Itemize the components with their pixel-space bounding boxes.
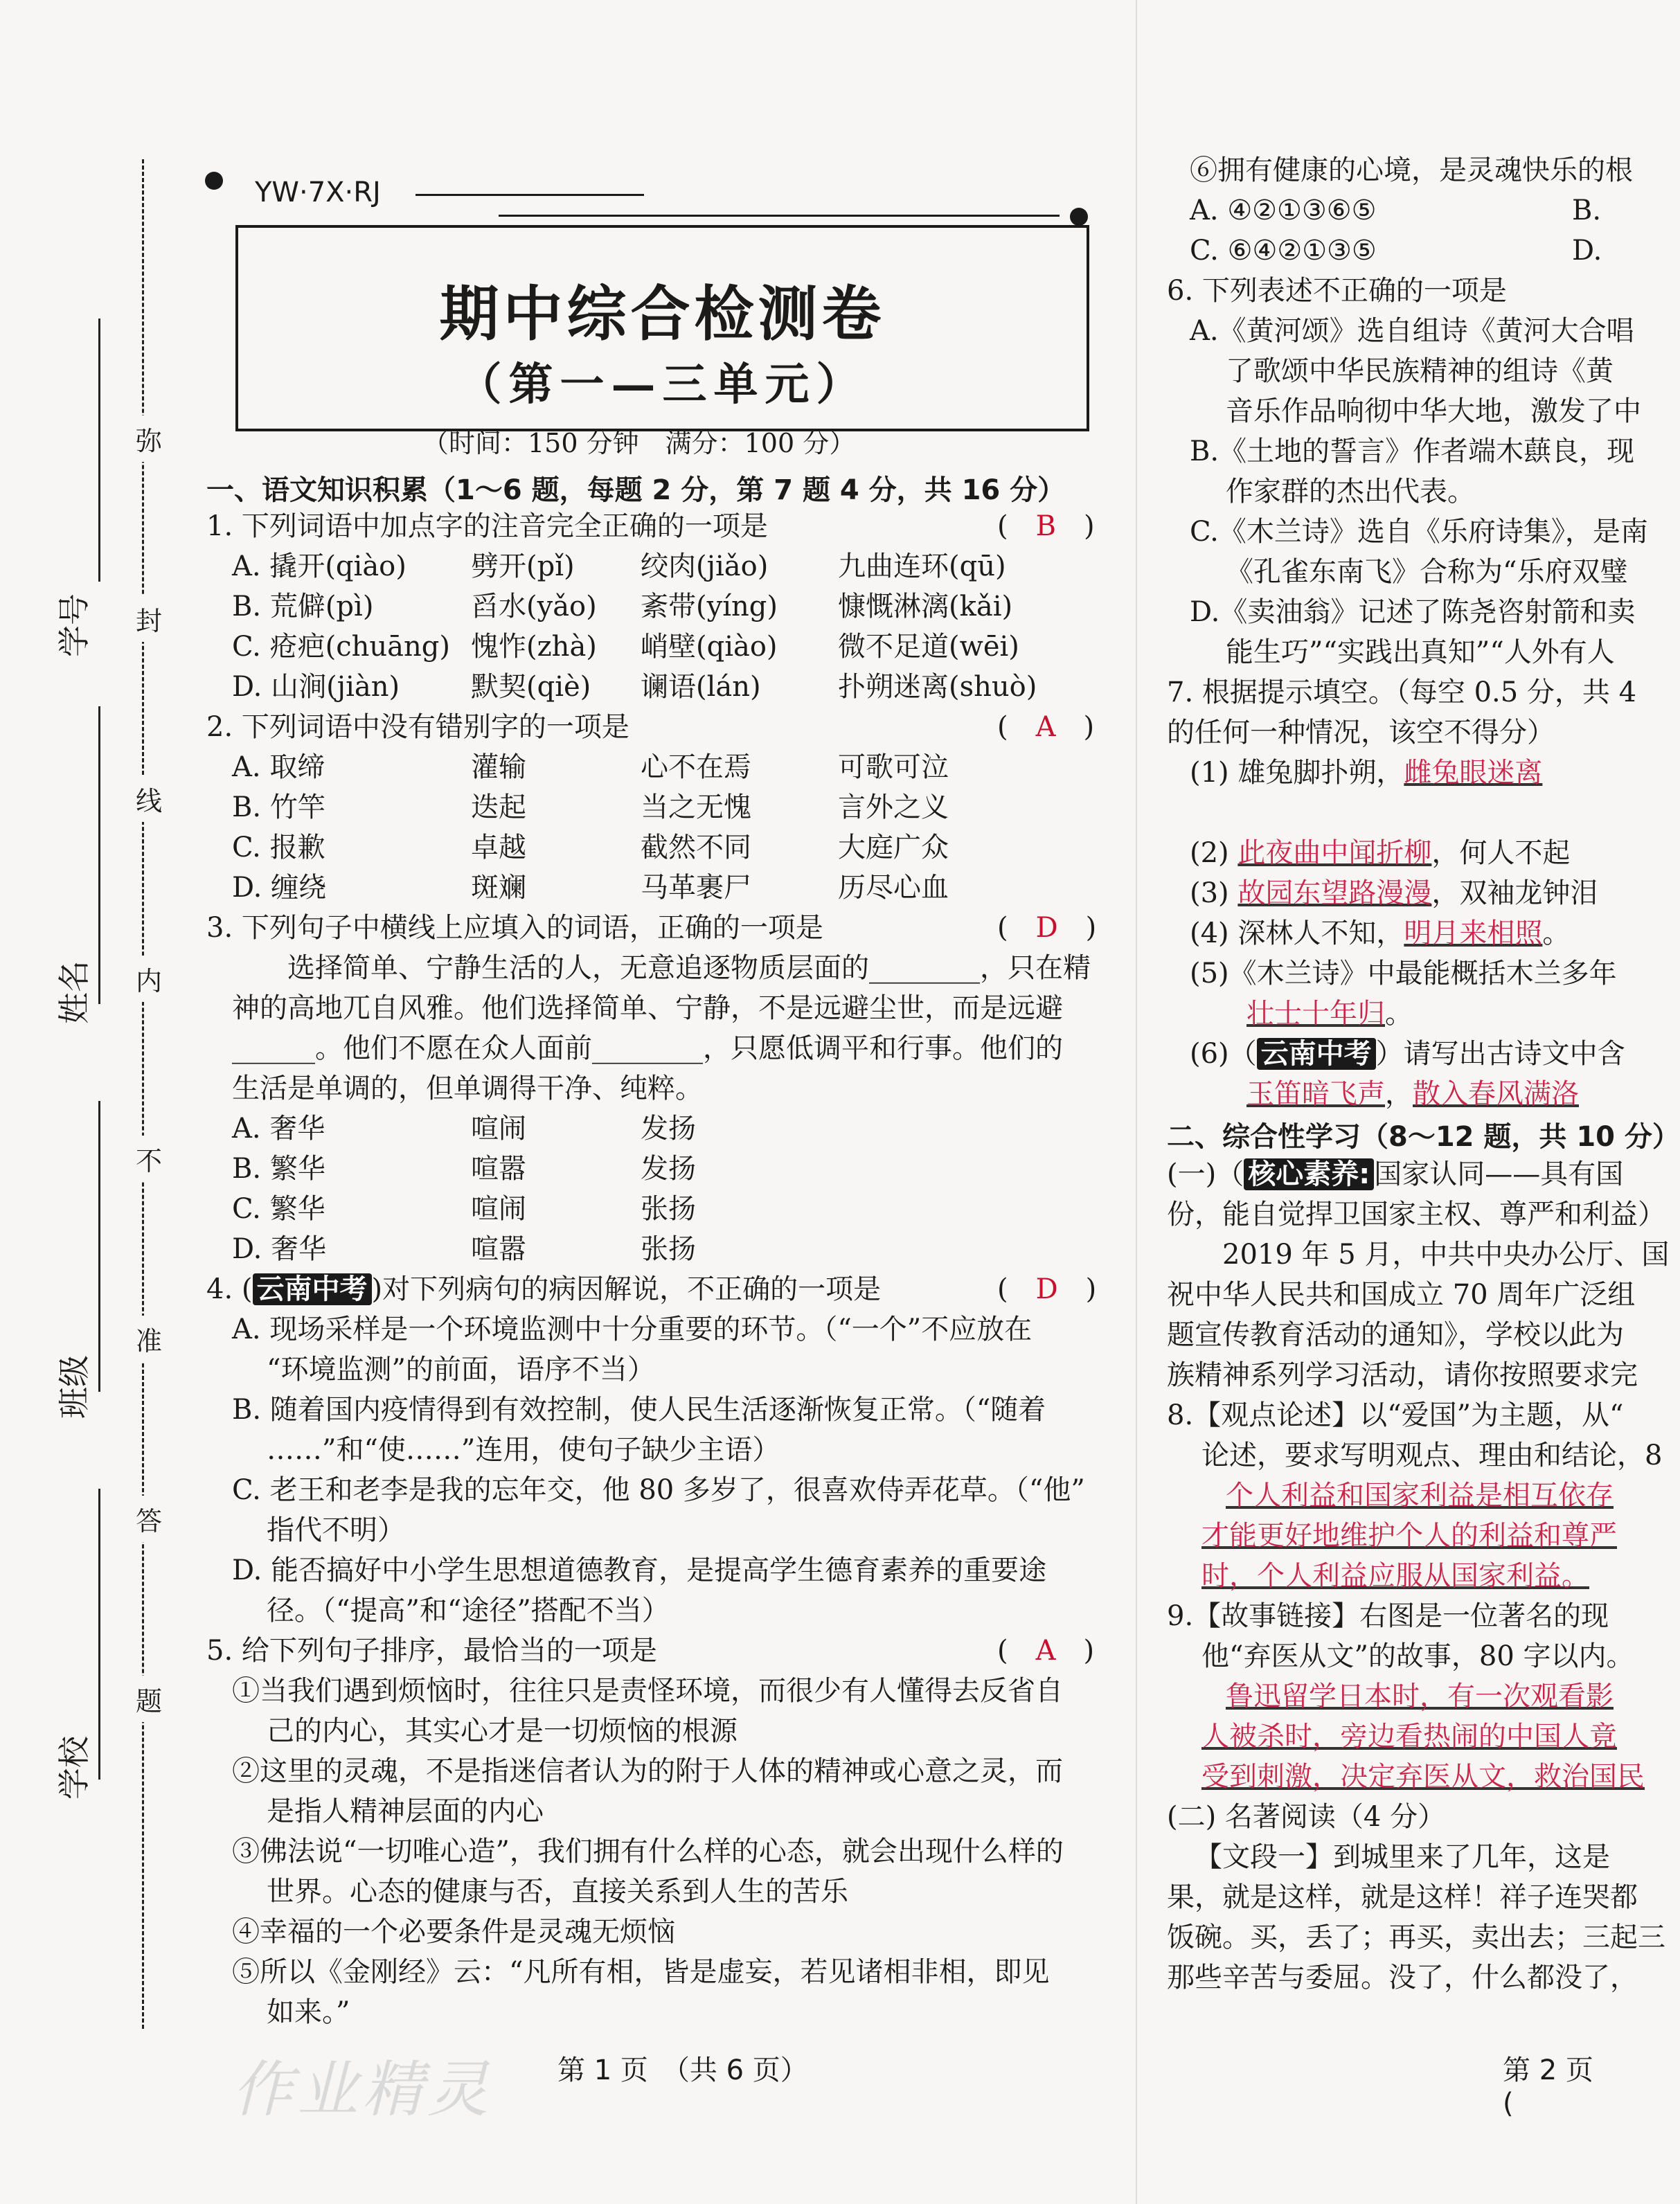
q5-line: 如来。” (267, 1996, 350, 2028)
q5-line: 己的内心，其实心才是一切烦恼的根源 (267, 1715, 738, 1747)
q2-option: 截然不同 (641, 832, 751, 863)
q4-badge: 云南中考 (253, 1273, 372, 1305)
q6-line: A.《黄河颂》选自组诗《黄河大合唱 (1190, 315, 1634, 347)
q1-option: 劈开(pǐ) (471, 550, 575, 582)
q5-line: ②这里的灵魂，不是指迷信者认为的附于人体的精神或心意之灵，而 (232, 1755, 1063, 1787)
q4-line: “环境监测”的前面，语序不当） (267, 1354, 655, 1386)
q2-option: 灌输 (471, 751, 526, 783)
q2-option: 卓越 (471, 832, 526, 863)
q6-line: 音乐作品响彻中华大地，激发了中 (1226, 395, 1641, 427)
q3-stem: 3. 下列句子中横线上应填入的词语，正确的一项是 (206, 912, 823, 944)
q9-answer-line: 受到刺激，决定弃医从文，救治国民 (1201, 1761, 1645, 1793)
q3-passage-line: 神的高地兀自风雅。他们选择简单、宁静，不是远避尘世，而是远避 (232, 992, 1063, 1024)
q3-option: C. 繁华 (232, 1193, 325, 1225)
q4-line: C. 老王和老李是我的忘年交，他 80 多岁了，很喜欢侍弄花草。（“他” (232, 1474, 1085, 1506)
q2-option: 迭起 (471, 791, 526, 823)
q1-option: 九曲连环(qū) (838, 550, 1006, 582)
q3-passage-line: ______。他们不愿在众人面前________，只愿低调平和行事。他们的 (232, 1032, 1063, 1064)
q6-line: 能生巧”“实践出真知”“人外有人 (1226, 636, 1615, 668)
watermark: 作业精灵 (232, 2054, 493, 2125)
label-student-id: 学号 (55, 593, 93, 657)
reading-line: 饭碗。买，丢了；再买，卖出去；三起三 (1167, 1921, 1665, 1953)
q5-line: ③佛法说“一切唯心造”，我们拥有什么样的心态，就会出现什么样的 (232, 1836, 1064, 1867)
p2-line: 份，能自觉捍卫国家主权、尊严和利益） (1167, 1199, 1665, 1230)
reading-line: 那些辛苦与委屈。没了，什么都没了， (1167, 1962, 1638, 1994)
q7-fill-3: (3) 故园东望路漫漫，双袖龙钟泪 (1190, 877, 1598, 909)
p2-line: C. ⑥④②①③⑤ (1190, 235, 1377, 267)
q3-option: 喧闹 (471, 1193, 526, 1225)
p2-line: A. ④②①③⑥⑤ (1190, 195, 1377, 226)
q4-line: B. 随着国内疫情得到有效控制，使人民生活逐渐恢复正常。（“随着 (232, 1394, 1046, 1426)
q9-stem: 他“弃医从文”的故事，80 字以内。 (1201, 1640, 1634, 1672)
q8-answer-line: 才能更好地维护个人的利益和尊严 (1201, 1520, 1617, 1552)
section1-heading: 一、语文知识积累（1～6 题，每题 2 分，第 7 题 4 分，共 16 分） (206, 474, 1066, 506)
page-divider (1136, 0, 1137, 2204)
label-name: 姓名 (55, 960, 93, 1024)
seal-char: 线 (136, 776, 162, 822)
q1-option: D. 山涧(jiàn) (232, 671, 400, 703)
header-dot (1070, 208, 1088, 226)
q2-option: 斑斓 (471, 872, 526, 904)
header-dot (205, 172, 223, 190)
q3-option: 喧闹 (471, 1113, 526, 1145)
core-badge: 核心素养: (1244, 1158, 1374, 1190)
q5-line: 是指人精神层面的内心 (267, 1795, 544, 1827)
q5-line: 世界。心态的健康与否，直接关系到人生的苦乐 (267, 1876, 848, 1908)
q3-option: 发扬 (641, 1113, 696, 1145)
q1-option: A. 撬开(qiào) (232, 550, 406, 582)
p2-line: 题宣传教育活动的通知》，学校以此为 (1167, 1319, 1624, 1351)
q2-option: 马革裹尸 (641, 872, 751, 904)
q4-line: ……”和“使……”连用，使句子缺少主语） (267, 1434, 780, 1466)
p2-line: 族精神系列学习活动，请你按照要求完 (1167, 1359, 1638, 1391)
seal-char: 弥 (136, 415, 162, 462)
q9-answer-line: 鲁迅留学日本时，有一次观看影 (1226, 1681, 1614, 1712)
q2-option: 言外之义 (838, 791, 949, 823)
q6-stem: 6. 下列表述不正确的一项是 (1167, 275, 1507, 307)
page-footer-1: 第 1 页 （共 6 页） (557, 2054, 808, 2086)
q7-fill-4: (4) 深林人不知，明月来相照。 (1190, 917, 1571, 949)
q7-fill-1: (1) 雄兔脚扑朔，雌兔眼迷离 (1190, 757, 1543, 789)
q6-line: B.《土地的誓言》作者端木蕻良，现 (1190, 436, 1635, 467)
q2-option: C. 报歉 (232, 832, 325, 863)
q2-option: D. 缠绕 (232, 872, 327, 904)
q3-option: D. 奢华 (232, 1233, 327, 1265)
exam-title: 期中综合检测卷 (439, 279, 886, 349)
q1-option: 舀水(yǎo) (471, 591, 597, 622)
q4-line: A. 现场采样是一个环境监测中十分重要的环节。（“一个”不应放在 (232, 1314, 1033, 1345)
q4-line: D. 能否搞好中小学生思想道德教育，是提高学生德育素养的重要途 (232, 1555, 1047, 1586)
seal-char: 封 (136, 595, 162, 642)
school-blank (98, 1489, 100, 1780)
q1-option: 绞肉(jiǎo) (641, 550, 769, 582)
student-id-blank (98, 319, 100, 582)
q1-answer: ( B ) (997, 510, 1095, 542)
q3-option: A. 奢华 (232, 1113, 325, 1145)
q2-answer: ( A ) (997, 711, 1095, 743)
q5-line: ⑤所以《金刚经》云：“凡所有相，皆是虚妄，若见诸相非相，即见 (232, 1956, 1050, 1988)
q7-fill-5-answer: 壮士十年归。 (1246, 998, 1413, 1030)
label-school: 学校 (55, 1736, 93, 1800)
q2-option: 大庭广众 (838, 832, 949, 863)
q2-option: 心不在焉 (641, 751, 751, 783)
q6-line: 了歌颂中华民族精神的组诗《黄 (1226, 355, 1614, 387)
seal-char: 题 (136, 1676, 162, 1722)
q4-line: 指代不明） (267, 1514, 405, 1546)
q2-stem: 2. 下列词语中没有错别字的一项是 (206, 711, 629, 743)
q2-option: 可歌可泣 (838, 751, 949, 783)
q8-stem: 论述，要求写明观点、理由和结论，8 (1201, 1440, 1663, 1471)
q5-answer: ( A ) (997, 1635, 1095, 1667)
reading-line: 【文段一】到城里来了几年，这是 (1195, 1841, 1610, 1873)
section2-heading: 二、综合性学习（8～12 题，共 10 分） (1167, 1121, 1680, 1153)
q3-option: 张扬 (641, 1233, 696, 1265)
q1-stem: 1. 下列词语中加点字的注音完全正确的一项是 (206, 510, 768, 542)
q1-option: 慷慨淋漓(kǎi) (838, 591, 1013, 622)
seal-char: 答 (136, 1496, 162, 1542)
q3-option: 发扬 (641, 1153, 696, 1185)
header-rule (499, 215, 1060, 217)
q5-line: ①当我们遇到烦恼时，往往只是责怪环境，而很少有人懂得去反省自 (232, 1675, 1063, 1707)
q1-option: 愧怍(zhà) (471, 631, 597, 663)
q6-line: C.《木兰诗》选自《乐府诗集》，是南 (1190, 516, 1648, 548)
q1-option: 微不足道(wēi) (838, 631, 1019, 663)
q3-option: 喧嚣 (471, 1233, 526, 1265)
q7-fill-2: (2) 此夜曲中闻折柳，何人不起 (1190, 837, 1571, 869)
p2-option-b: B. (1572, 195, 1602, 226)
q1-option: C. 疮疤(chuāng) (232, 631, 450, 663)
seal-char: 不 (136, 1136, 162, 1182)
q4-stem: 4. ( 云南中考 )对下列病句的病因解说，不正确的一项是 (206, 1273, 882, 1305)
q1-option: 紊带(yíng) (641, 591, 778, 622)
q7-stem: 7. 根据提示填空。（每空 0.5 分，共 4 (1167, 677, 1637, 708)
q1-option: 谰语(lán) (641, 671, 761, 703)
q7-fill-6-answer: 玉笛暗飞声，散入春风满洛 (1246, 1078, 1579, 1110)
label-class: 班级 (55, 1355, 93, 1419)
q4-answer: ( D ) (997, 1273, 1097, 1305)
q3-option: 张扬 (641, 1193, 696, 1225)
q9-answer-line: 人被杀时，旁边看热闹的中国人竟 (1201, 1721, 1617, 1753)
q1-option: 峭壁(qiào) (641, 631, 778, 663)
q5-stem: 5. 给下列句子排序，最恰当的一项是 (206, 1635, 657, 1667)
core-literacy: (一)（ 核心素养: 国家认同——具有国 (1167, 1158, 1624, 1190)
q7-badge: 云南中考 (1257, 1038, 1376, 1070)
q7-fill-6: (6)（ 云南中考 ）请写出古诗文中含 (1190, 1038, 1625, 1070)
q8-answer-line: 时，个人利益应服从国家利益。 (1201, 1560, 1589, 1592)
q6-line: 《孔雀东南飞》合称为“乐府双璧 (1226, 556, 1628, 588)
exam-meta: （时间：150 分钟 满分：100 分） (422, 428, 856, 458)
q5-line: ④幸福的一个必要条件是灵魂无烦恼 (232, 1916, 675, 1948)
class-blank (98, 1101, 100, 1392)
seal-char: 内 (136, 956, 162, 1002)
q2-option: A. 取缔 (232, 751, 325, 783)
q6-line: 作家群的杰出代表。 (1226, 476, 1475, 508)
q3-answer: ( D ) (997, 912, 1097, 944)
q1-option: 扑朔迷离(shuò) (838, 671, 1037, 703)
q8-stem: 8.【观点论述】以“爱国”为主题，从“ (1167, 1399, 1624, 1431)
q2-option: 历尽心血 (838, 872, 949, 904)
q3-option: B. 繁华 (232, 1153, 325, 1185)
reading-line: 果，就是这样，就是这样！祥子连哭都 (1167, 1881, 1638, 1913)
q3-passage-line: 生活是单调的，但单调得干净、纯粹。 (232, 1073, 703, 1104)
q7-line: 的任何一种情况，该空不得分） (1167, 717, 1555, 749)
p2-line: 祝中华人民共和国成立 70 周年广泛组 (1167, 1279, 1636, 1311)
header-rule (415, 194, 644, 196)
title-box (235, 225, 1089, 431)
seal-char: 准 (136, 1316, 162, 1362)
q9-stem: 9.【故事链接】右图是一位著名的现 (1167, 1600, 1609, 1632)
p2-line: ⑥拥有健康的心境，是灵魂快乐的根 (1190, 154, 1633, 186)
book-code: YW·7X·RJ (255, 177, 381, 208)
q1-option: 默契(qiè) (471, 671, 591, 703)
page-footer-2: 第 2 页 ( (1503, 2054, 1621, 2120)
q1-option: B. 荒僻(pì) (232, 591, 374, 622)
reading-heading: (二) 名著阅读（4 分） (1167, 1801, 1446, 1833)
p2-line: 2019 年 5 月，中共中央办公厅、国 (1222, 1239, 1670, 1271)
q3-passage-line: 选择简单、宁静生活的人，无意追逐物质层面的________，只在精 (287, 952, 1091, 984)
q6-line: D.《卖油翁》记述了陈尧咨射箭和卖 (1190, 596, 1636, 628)
q2-option: 当之无愧 (641, 791, 751, 823)
exam-subtitle: （第一—三单元） (457, 359, 868, 411)
q3-option: 喧嚣 (471, 1153, 526, 1185)
q4-line: 径。（“提高”和“途径”搭配不当） (267, 1595, 670, 1627)
q7-fill-5: (5)《木兰诗》中最能概括木兰多年 (1190, 958, 1617, 989)
q2-option: B. 竹竿 (232, 791, 325, 823)
q8-answer-line: 个人利益和国家利益是相互依存 (1226, 1480, 1614, 1512)
name-blank (98, 706, 100, 1004)
p2-option-d: D. (1572, 235, 1602, 267)
